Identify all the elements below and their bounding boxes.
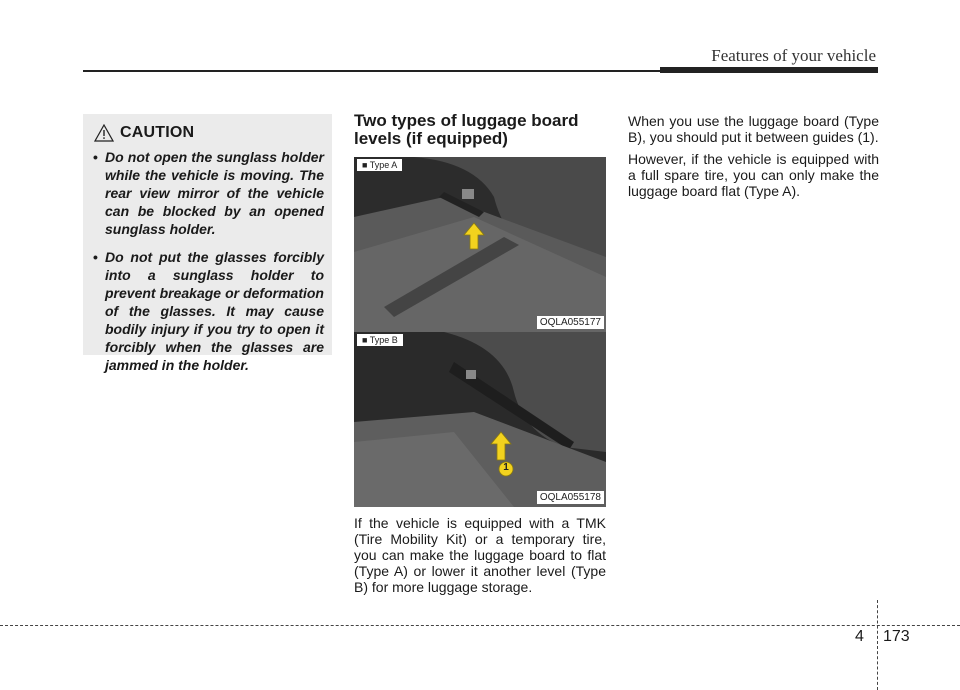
section-title: Two types of luggage board levels (if equipped) <box>354 111 579 148</box>
right-column <box>628 113 879 205</box>
caution-header <box>94 122 194 144</box>
caution-item: • Do not put the glasses forcibly into a sunglass holder to prevent breakage or deformation of the glasses. It may cause bodily injury if you try to open it forcibly when the glasses are jammed in the holder. <box>93 249 324 373</box>
header-tab-bar <box>660 67 878 73</box>
caution-title: CAUTION <box>120 124 195 141</box>
footer-rule <box>0 625 960 626</box>
footer-divider <box>877 600 878 690</box>
chapter-number: 4 <box>855 628 864 645</box>
header-title: Features of your vehicle <box>711 46 876 65</box>
figure-code: OQLA055177 <box>537 316 604 329</box>
paragraph: When you use the luggage board (Type B), you should put it between guides (1). <box>628 113 879 145</box>
luggage-board-type-a-photo <box>354 157 606 332</box>
caution-item: • Do not open the sunglass holder while the vehicle is moving. The rear view mirror of the vehicle can be blocked by an opened sunglass holder. <box>93 149 324 237</box>
page-number: 173 <box>883 628 910 645</box>
figure-type-a <box>354 157 606 332</box>
caution-box <box>83 114 332 373</box>
luggage-board-type-b-photo <box>354 332 606 507</box>
figure-label: ■ Type B <box>357 334 403 346</box>
caution-list <box>93 148 324 384</box>
warning-triangle-icon <box>94 124 114 142</box>
figure-type-b <box>354 332 606 507</box>
figure-code: OQLA055178 <box>537 491 604 504</box>
section-body: If the vehicle is equipped with a TMK (Tire Mobility Kit) or a temporary tire, you can make the luggage board to flat (Type A) or lower it another level (Type B) for more luggage storage. <box>354 515 606 595</box>
paragraph: However, if the vehicle is equipped with a full spare tire, you can only make the luggage board flat (Type A). <box>628 151 879 199</box>
callout-1-label: 1 <box>503 462 509 473</box>
figure-label: ■ Type A <box>357 159 402 171</box>
